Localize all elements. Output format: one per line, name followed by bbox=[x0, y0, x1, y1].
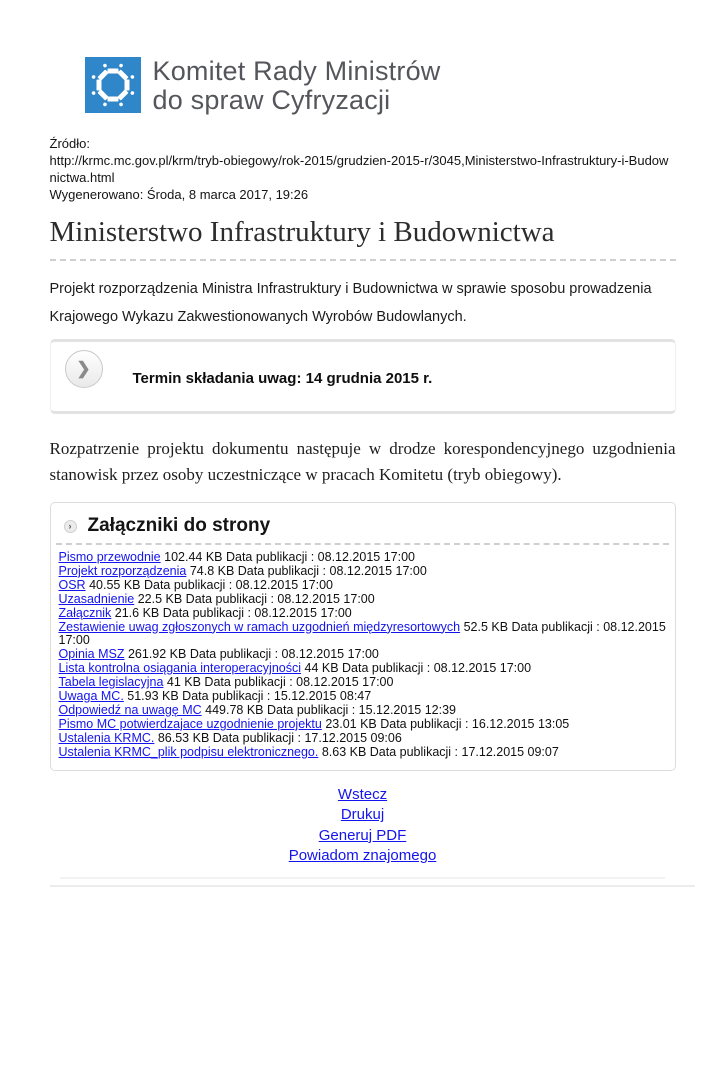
attachments-box bbox=[50, 502, 676, 771]
attachment-meta: 44 KB Data publikacji : 08.12.2015 17:00 bbox=[301, 661, 532, 676]
footer-link-generuj-pdf[interactable]: Generuj PDF bbox=[318, 826, 407, 844]
attachment-link[interactable]: Ustalenia KRMC. bbox=[58, 730, 155, 745]
krmc-logo-icon bbox=[85, 57, 141, 113]
attachment-row bbox=[59, 732, 669, 746]
attachment-row bbox=[59, 704, 669, 718]
org-title-line2: do spraw Cyfryzacji bbox=[152, 85, 391, 115]
deadline-notice: Termin składania uwag: 14 grudnia 2015 r. bbox=[132, 370, 433, 387]
attachment-row bbox=[59, 718, 669, 732]
attachment-meta: 51.93 KB Data publikacji : 15.12.2015 08:47 bbox=[123, 689, 372, 704]
attachment-row bbox=[59, 621, 669, 649]
footer-link-wstecz[interactable]: Wstecz bbox=[337, 785, 388, 803]
attachment-meta: 21.6 KB Data publikacji : 08.12.2015 17:00 bbox=[111, 605, 352, 620]
attachment-row bbox=[59, 648, 669, 662]
generated-timestamp: Wygenerowano: Środa, 8 marca 2017, 19:26 bbox=[49, 187, 309, 202]
attachment-meta: 261.92 KB Data publikacji : 08.12.2015 17:00 bbox=[124, 647, 379, 662]
document-page bbox=[50, 57, 676, 887]
attachment-link[interactable]: Pismo przewodnie bbox=[58, 550, 161, 564]
attachment-meta: 22.5 KB Data publikacji : 08.12.2015 17:00 bbox=[134, 591, 375, 606]
source-block bbox=[50, 135, 676, 203]
footer-link-powiadom-znajomego[interactable]: Powiadom znajomego bbox=[288, 847, 437, 865]
attachment-link[interactable]: Ustalenia KRMC_plik podpisu elektronicznego. bbox=[58, 744, 319, 759]
attachment-row bbox=[59, 662, 669, 676]
attachment-row bbox=[59, 607, 669, 621]
site-header bbox=[85, 57, 676, 115]
attachment-link[interactable]: Pismo MC potwierdzajace uzgodnienie projektu bbox=[58, 716, 322, 731]
attachment-meta: 23.01 KB Data publikacji : 16.12.2015 13:05 bbox=[321, 716, 570, 731]
attachments-header bbox=[64, 515, 669, 537]
attachment-link[interactable]: OSR bbox=[58, 577, 86, 592]
chevron-right-icon: ❯ bbox=[65, 350, 103, 388]
attachment-link[interactable]: Opinia MSZ bbox=[58, 647, 125, 662]
attachment-row bbox=[59, 579, 669, 593]
attachment-link[interactable]: Uwaga MC. bbox=[58, 689, 124, 704]
attachment-meta: 8.63 KB Data publikacji : 17.12.2015 09:07 bbox=[318, 744, 559, 759]
footer-links bbox=[50, 785, 676, 867]
source-url: http://krmc.mc.gov.pl/krm/tryb-obiegowy/rok-2015/grudzien-2015-r/3045,Ministerstwo-Infrastruktury-i-Budownictwa.html bbox=[49, 153, 669, 185]
attachment-row bbox=[59, 551, 669, 565]
attachment-link[interactable]: Lista kontrolna osiągania interoperacyjności bbox=[58, 661, 302, 676]
attachment-meta: 102.44 KB Data publikacji : 08.12.2015 17:00 bbox=[160, 550, 415, 564]
attachments-heading: Załączniki do strony bbox=[87, 515, 271, 536]
attachment-link[interactable]: Projekt rozporządzenia bbox=[58, 563, 187, 578]
attachment-link[interactable]: Uzasadnienie bbox=[58, 591, 135, 606]
attachment-link[interactable]: Załącznik bbox=[58, 605, 112, 620]
attachment-row bbox=[59, 565, 669, 579]
attachment-meta: 74.8 KB Data publikacji : 08.12.2015 17:00 bbox=[186, 563, 427, 578]
attachments-divider bbox=[56, 543, 669, 545]
footer-divider-1 bbox=[60, 877, 665, 879]
footer-link-drukuj[interactable]: Drukuj bbox=[340, 806, 385, 824]
attachment-meta: 86.53 KB Data publikacji : 17.12.2015 09:06 bbox=[154, 730, 402, 745]
attachment-row bbox=[59, 593, 669, 607]
attachment-link[interactable]: Tabela legislacyjna bbox=[58, 675, 164, 690]
attachment-meta: 40.55 KB Data publikacji : 08.12.2015 17:00 bbox=[85, 577, 333, 592]
deadline-box bbox=[50, 339, 676, 414]
attachment-row bbox=[59, 690, 669, 704]
attachment-meta: 41 KB Data publikacji : 08.12.2015 17:00 bbox=[163, 675, 394, 690]
title-divider bbox=[50, 259, 676, 261]
attachment-row bbox=[59, 676, 669, 690]
footer-divider-2 bbox=[50, 885, 695, 887]
attachment-meta: 52.5 KB Data publikacji : 08.12.2015 17:00 bbox=[58, 619, 666, 648]
org-title bbox=[153, 57, 441, 115]
attachment-link[interactable]: Odpowiedź na uwagę MC bbox=[58, 702, 202, 717]
intro-paragraph: Projekt rozporządzenia Ministra Infrastruktury i Budownictwa w sprawie sposobu prowadzenia Krajowego Wykazu Zakwestionowanych Wyrobów Budowlanych. bbox=[49, 281, 652, 325]
attachment-list bbox=[56, 551, 669, 760]
attachment-link[interactable]: Zestawienie uwag zgłoszonych w ramach uzgodnień międzyresortowych bbox=[58, 619, 461, 634]
source-label: Źródło: bbox=[49, 136, 90, 151]
chevron-right-icon: › bbox=[64, 520, 77, 533]
attachment-meta: 449.78 KB Data publikacji : 15.12.2015 12:39 bbox=[201, 702, 456, 717]
body-paragraph: Rozpatrzenie projektu dokumentu następuje w drodze korespondencyjnego uzgodnienia stanowisk przez osoby uczestniczące w pracach Komitetu (tryb obiegowy). bbox=[49, 439, 676, 484]
org-title-line1: Komitet Rady Ministrów bbox=[152, 56, 441, 86]
page-title: Ministerstwo Infrastruktury i Budownictwa bbox=[49, 216, 555, 248]
attachment-row bbox=[59, 746, 669, 760]
